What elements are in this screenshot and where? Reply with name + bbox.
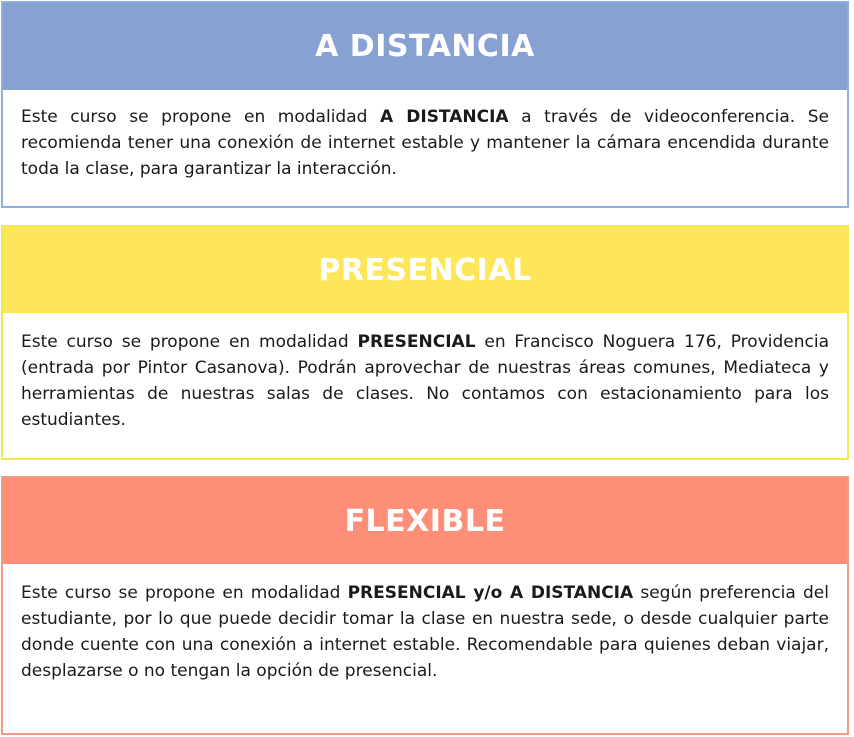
flexible-description [3, 564, 847, 733]
flexible-text-bold: PRESENCIAL y/o A DISTANCIA [347, 583, 634, 603]
presencial-text-start: Este curso se propone en modalidad [21, 332, 358, 352]
presencial-text-end: en Francisco Noguera 176, Providencia (entrada por Pintor Casanova). Podrán aprovechar de nuestras áreas comunes, Mediateca y herramientas de nuestras salas de clases. No contamos con estacionamiento para los estudiantes. [21, 332, 829, 430]
presencial-description [3, 313, 847, 458]
distancia-description [3, 90, 847, 206]
presencial-text-bold: PRESENCIAL [357, 332, 476, 352]
presencial-card [1, 225, 849, 460]
flexible-title: FLEXIBLE [3, 478, 847, 564]
distancia-text-end: a través de videoconferencia. Se recomienda tener una conexión de internet estable y mantener la cámara encendida durante toda la clase, para garantizar la interacción. [21, 107, 829, 179]
distancia-text-start: Este curso se propone en modalidad [21, 107, 380, 127]
presencial-title: PRESENCIAL [3, 227, 847, 313]
flexible-text-start: Este curso se propone en modalidad [21, 583, 348, 603]
flexible-text-end: según preferencia del estudiante, por lo que puede decidir tomar la clase en nuestra sede, o desde cualquier parte donde cuente con una conexión a internet estable. Recomendable para quienes deban viajar, desplazarse o no tengan la opción de presencial. [21, 583, 829, 681]
distancia-card [1, 1, 849, 208]
distancia-text-bold: A DISTANCIA [380, 107, 509, 127]
flexible-card [1, 476, 849, 735]
distancia-title: A DISTANCIA [3, 3, 847, 90]
